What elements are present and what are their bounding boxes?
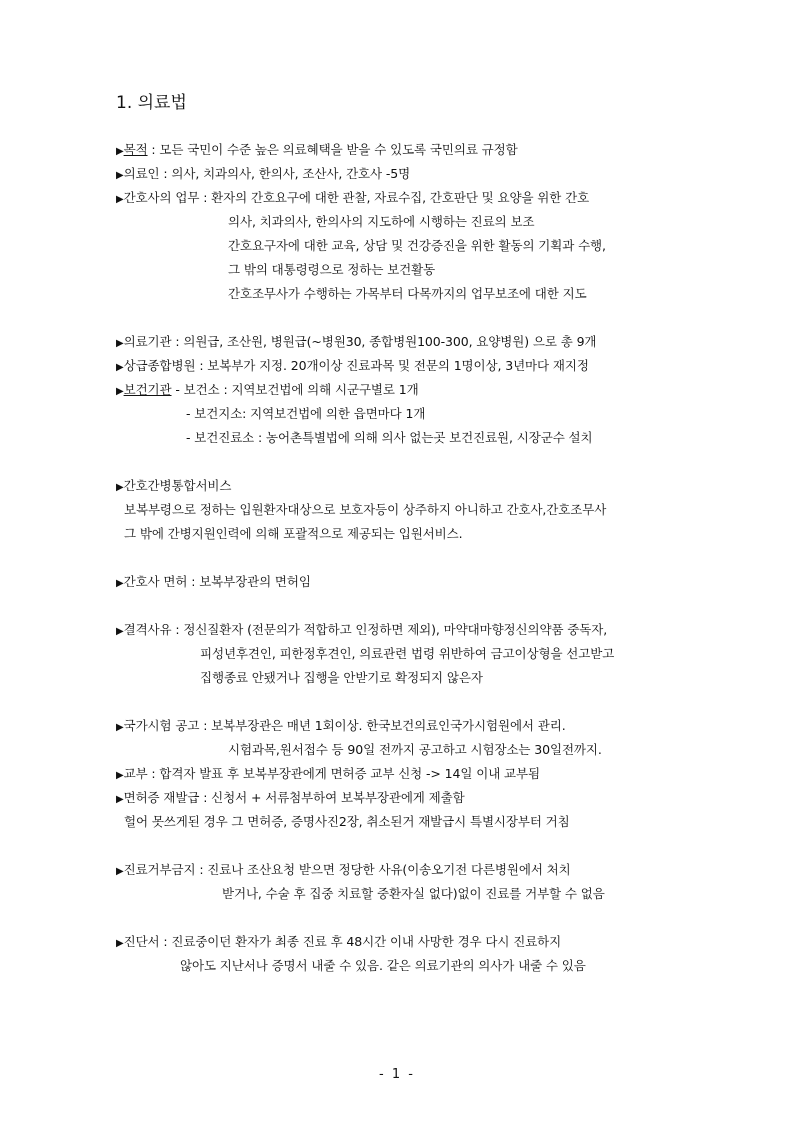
license-line: [116, 574, 311, 592]
refusal-continuation: 받거나, 수술 후 집중 치료할 중환자실 없다)없이 진료를 거부할 수 없음: [222, 886, 605, 901]
health-org-continuation: - 보건지소: 지역보건법에 의한 읍면마다 1개: [186, 406, 426, 421]
nurse-duties-continuation: 간호조무사가 수행하는 가목부터 다목까지의 업무보조에 대한 지도: [228, 286, 587, 301]
nurse-duties-text: 간호사의 업무 : 환자의 간호요구에 대한 관찰, 자료수집, 간호판단 및 요양을 위한 간호: [123, 190, 590, 205]
arrow-bullet-icon: ▶: [116, 770, 124, 781]
diagnosis-text: 진단서 : 진료중이던 환자가 최종 진료 후 48시간 이내 사망한 경우 다시 진료하지: [123, 934, 562, 949]
nurse-duties-continuation: 의사, 치과의사, 한의사의 지도하에 시행하는 진료의 보조: [228, 214, 535, 229]
health-org-label: 보건기관: [123, 382, 172, 397]
health-org-text: - 보건소 : 지역보건법에 의해 시군구별로 1개: [171, 382, 419, 397]
disqualification-text: 결격사유 : 정신질환자 (전문의가 적합하고 인정하면 제외), 마약대마향정신의약품 중독자,: [123, 622, 608, 637]
tertiary-hospital-line: [116, 358, 589, 376]
arrow-bullet-icon: ▶: [116, 170, 124, 181]
health-org-continuation: - 보건진료소 : 농어촌특별법에 의해 의사 없는곳 보건진료원, 시장군수 설치: [186, 430, 593, 445]
refusal-text: 진료거부금지 : 진료나 조산요청 받으면 정당한 사유(이송오기전 다른병원에서 처치: [123, 862, 571, 877]
exam-text: 국가시험 공고 : 보복부장관은 매년 1회이상. 한국보건의료인국가시험원에서 관리.: [123, 718, 566, 733]
integrated-care-heading: [116, 478, 231, 496]
integrated-care-text: 보복부령으로 정하는 입원환자대상으로 보호자등이 상주하지 아니하고 간호사,간호조무사: [124, 502, 607, 517]
arrow-bullet-icon: ▶: [116, 338, 124, 349]
arrow-bullet-icon: ▶: [116, 362, 124, 373]
issuance-line: [116, 766, 540, 784]
medical-persons-line: [116, 166, 410, 184]
diagnosis-line: [116, 934, 561, 952]
arrow-bullet-icon: ▶: [116, 146, 124, 157]
reissue-line: [116, 790, 465, 808]
page-number: - 1 -: [379, 1067, 415, 1082]
arrow-bullet-icon: ▶: [116, 386, 124, 397]
page-title: 1. 의료법: [116, 93, 187, 113]
purpose-line: [116, 142, 518, 160]
arrow-bullet-icon: ▶: [116, 938, 124, 949]
arrow-bullet-icon: ▶: [116, 194, 124, 205]
nurse-duties-line: [116, 190, 589, 208]
purpose-label: 목적: [123, 142, 148, 157]
arrow-bullet-icon: ▶: [116, 722, 124, 733]
disqualification-line: [116, 622, 607, 640]
license-text: 간호사 면허 : 보복부장관의 면허임: [123, 574, 311, 589]
exam-line: [116, 718, 566, 736]
diagnosis-continuation: 않아도 지난서나 증명서 내줄 수 있음. 같은 의료기관의 의사가 내줄 수 있음: [180, 958, 586, 973]
integrated-care-text: 그 밖에 간병지원인력에 의해 포괄적으로 제공되는 입원서비스.: [124, 526, 463, 541]
institutions-line: [116, 334, 596, 352]
institutions-text: 의료기관 : 의원급, 조산원, 병원급(~병원30, 종합병원100-300, 요양병원) 으로 총 9개: [123, 334, 597, 349]
disqualification-continuation: 피성년후견인, 피한정후견인, 의료관련 법령 위반하여 금고이상형을 선고받고: [200, 646, 615, 661]
arrow-bullet-icon: ▶: [116, 578, 124, 589]
health-org-line: [116, 382, 419, 400]
arrow-bullet-icon: ▶: [116, 626, 124, 637]
arrow-bullet-icon: ▶: [116, 866, 124, 877]
purpose-text: : 모든 국민이 수준 높은 의료혜택을 받을 수 있도록 국민의료 규정함: [147, 142, 518, 157]
medical-persons-text: 의료인 : 의사, 치과의사, 한의사, 조산사, 간호사 -5명: [123, 166, 411, 181]
issuance-text: 교부 : 합격자 발표 후 보복부장관에게 면허증 교부 신청 -> 14일 이내 교부됨: [123, 766, 540, 781]
integrated-care-heading-text: 간호간병통합서비스: [123, 478, 232, 493]
tertiary-hospital-text: 상급종합병원 : 보복부가 지정. 20개이상 진료과목 및 전문의 1명이상, 3년마다 재지정: [123, 358, 589, 373]
refusal-line: [116, 862, 571, 880]
arrow-bullet-icon: ▶: [116, 482, 124, 493]
exam-continuation: 시험과목,원서접수 등 90일 전까지 공고하고 시험장소는 30일전까지.: [228, 742, 602, 757]
reissue-text: 면허증 재발급 : 신청서 + 서류첨부하여 보복부장관에게 제출함: [123, 790, 465, 805]
nurse-duties-continuation: 간호요구자에 대한 교육, 상담 및 건강증진을 위한 활동의 기획과 수행,: [228, 238, 606, 253]
disqualification-continuation: 집행종료 안됐거나 집행을 안받기로 확정되지 않은자: [200, 670, 483, 685]
arrow-bullet-icon: ▶: [116, 794, 124, 805]
nurse-duties-continuation: 그 밖의 대통령령으로 정하는 보건활동: [228, 262, 436, 277]
reissue-continuation: 헐어 못쓰게된 경우 그 면허증, 증명사진2장, 취소된거 재발급시 특별시장부터 거침: [124, 814, 570, 829]
